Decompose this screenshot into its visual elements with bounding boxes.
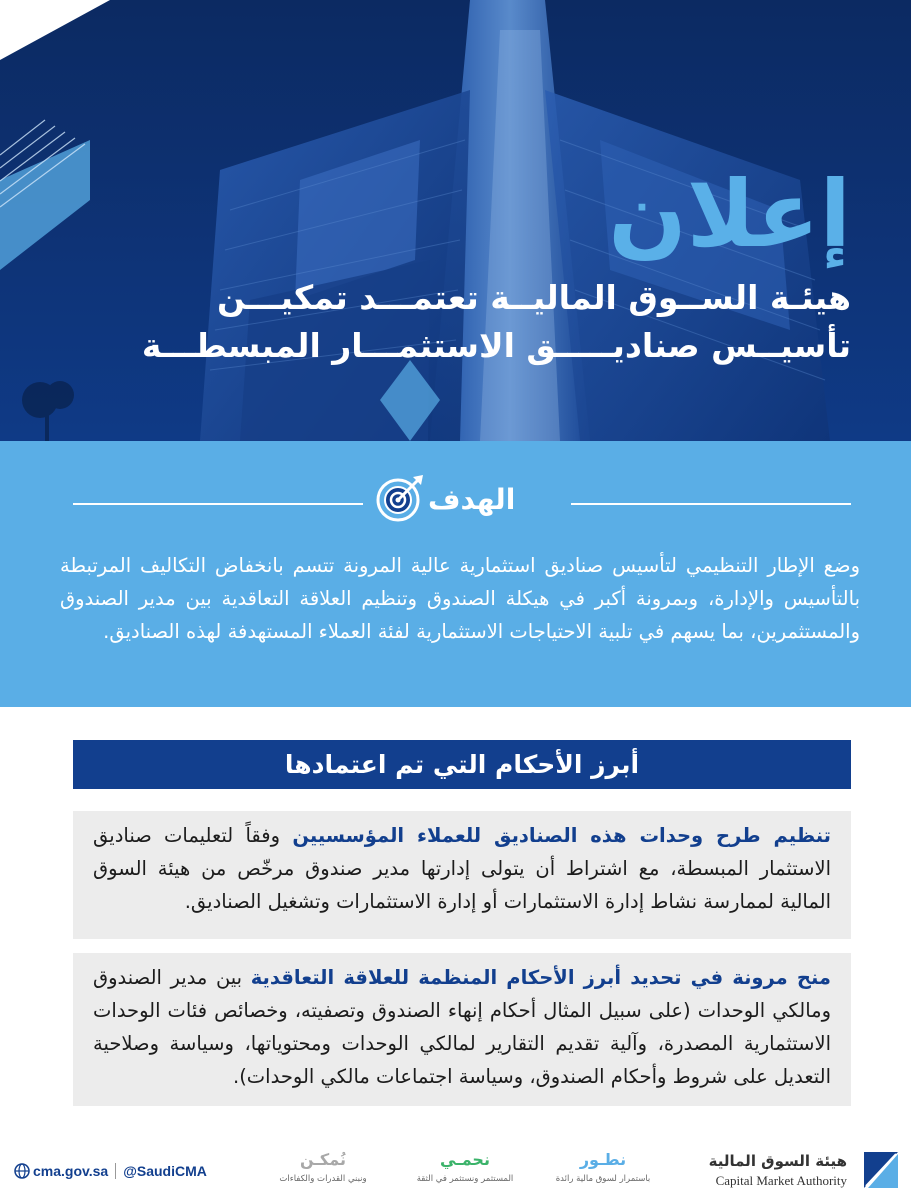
org-name-arabic: هيئة السوق المالية: [708, 1152, 847, 1170]
website-link[interactable]: cma.gov.sa: [33, 1163, 109, 1179]
slogan-empower: [268, 1150, 378, 1186]
provision-highlight: منح مرونة في تحديد أبرز الأحكام المنظمة للعلاقة التعاقدية: [250, 966, 832, 989]
org-name-english: Capital Market Authority: [715, 1173, 847, 1188]
target-icon: [373, 471, 427, 525]
goal-heading: الهدف: [428, 483, 516, 516]
provision-text: وفقاً لتعليمات صناديق الاستثمار المبسطة، مع اشتراط أن يتولى إدارتها مدير صندوق مرخّص من هيئة السوق المالية لممارسة نشاط إدارة الاستثمارات أو إدارة الاستثمارات وتشغيل الصناديق.: [93, 824, 831, 913]
announcement-title: إعلان: [608, 161, 851, 268]
provision-text: بين مدير الصندوق ومالكي الوحدات (على سبيل المثال أحكام إنهاء الصندوق وتصفيته، وخصائص فئات الوحدات الاستثمارية المصدرة، وآلية تقديم التقارير لمالكي الوحدات ومحتوياتها، وسياسة وصلاحية التعديل على شروط وأحكام الصندوق، وسياسة اجتماعات مالكي الوحدات).: [93, 966, 831, 1088]
slogan-caption: المستثمر ونستثمر في الثقة: [416, 1174, 514, 1184]
divider-right: [571, 503, 851, 505]
hero-subtitle-line2: تأسيــس صناديـــــق الاستثمـــار المبسطـــة: [141, 326, 851, 365]
cma-logo-icon: [862, 1150, 900, 1190]
slogan-protect: [405, 1150, 525, 1186]
globe-icon: [14, 1163, 30, 1179]
provision-card: [73, 811, 851, 939]
hero-text: [51, 160, 851, 370]
divider-left: [73, 503, 363, 505]
provision-card: [73, 953, 851, 1106]
hero-banner: [0, 0, 911, 441]
provisions-heading: أبرز الأحكام التي تم اعتمادها: [73, 740, 851, 789]
goal-section: [0, 441, 911, 707]
slogan-caption: باستمرار لسوق مالية رائدة: [555, 1174, 651, 1184]
slogan-develop: [548, 1150, 658, 1186]
slogan-title: نحمـي: [440, 1150, 490, 1169]
social-links: [14, 1161, 207, 1181]
provision-highlight: تنظيم طرح وحدات هذه الصناديق للعملاء المؤسسيين: [292, 824, 831, 847]
social-handle-link[interactable]: @SaudiCMA: [123, 1163, 207, 1179]
footer: [0, 1140, 911, 1200]
slogan-title: نُمكـن: [300, 1150, 346, 1169]
slogan-caption: ونبني القدرات والكفاءات: [279, 1174, 367, 1184]
slogan-title: نطـور: [579, 1150, 627, 1169]
separator: [115, 1163, 116, 1179]
hero-subtitle-line1: هيئـة الســوق الماليــة تعتمـــد تمكيـــن: [217, 278, 851, 317]
goal-body: وضع الإطار التنظيمي لتأسيس صناديق استثمارية عالية المرونة تتسم بانخفاض التكاليف المرتبطة بالتأسيس والإدارة، وبمرونة أكبر في هيكلة الصندوق وتنظيم العلاقة التعاقدية بين مدير الصندوق والمستثمرين، بما يسهم في تلبية الاحتياجات الاستثمارية لفئة العملاء المستهدفة لهذه الصناديق.: [60, 554, 860, 643]
